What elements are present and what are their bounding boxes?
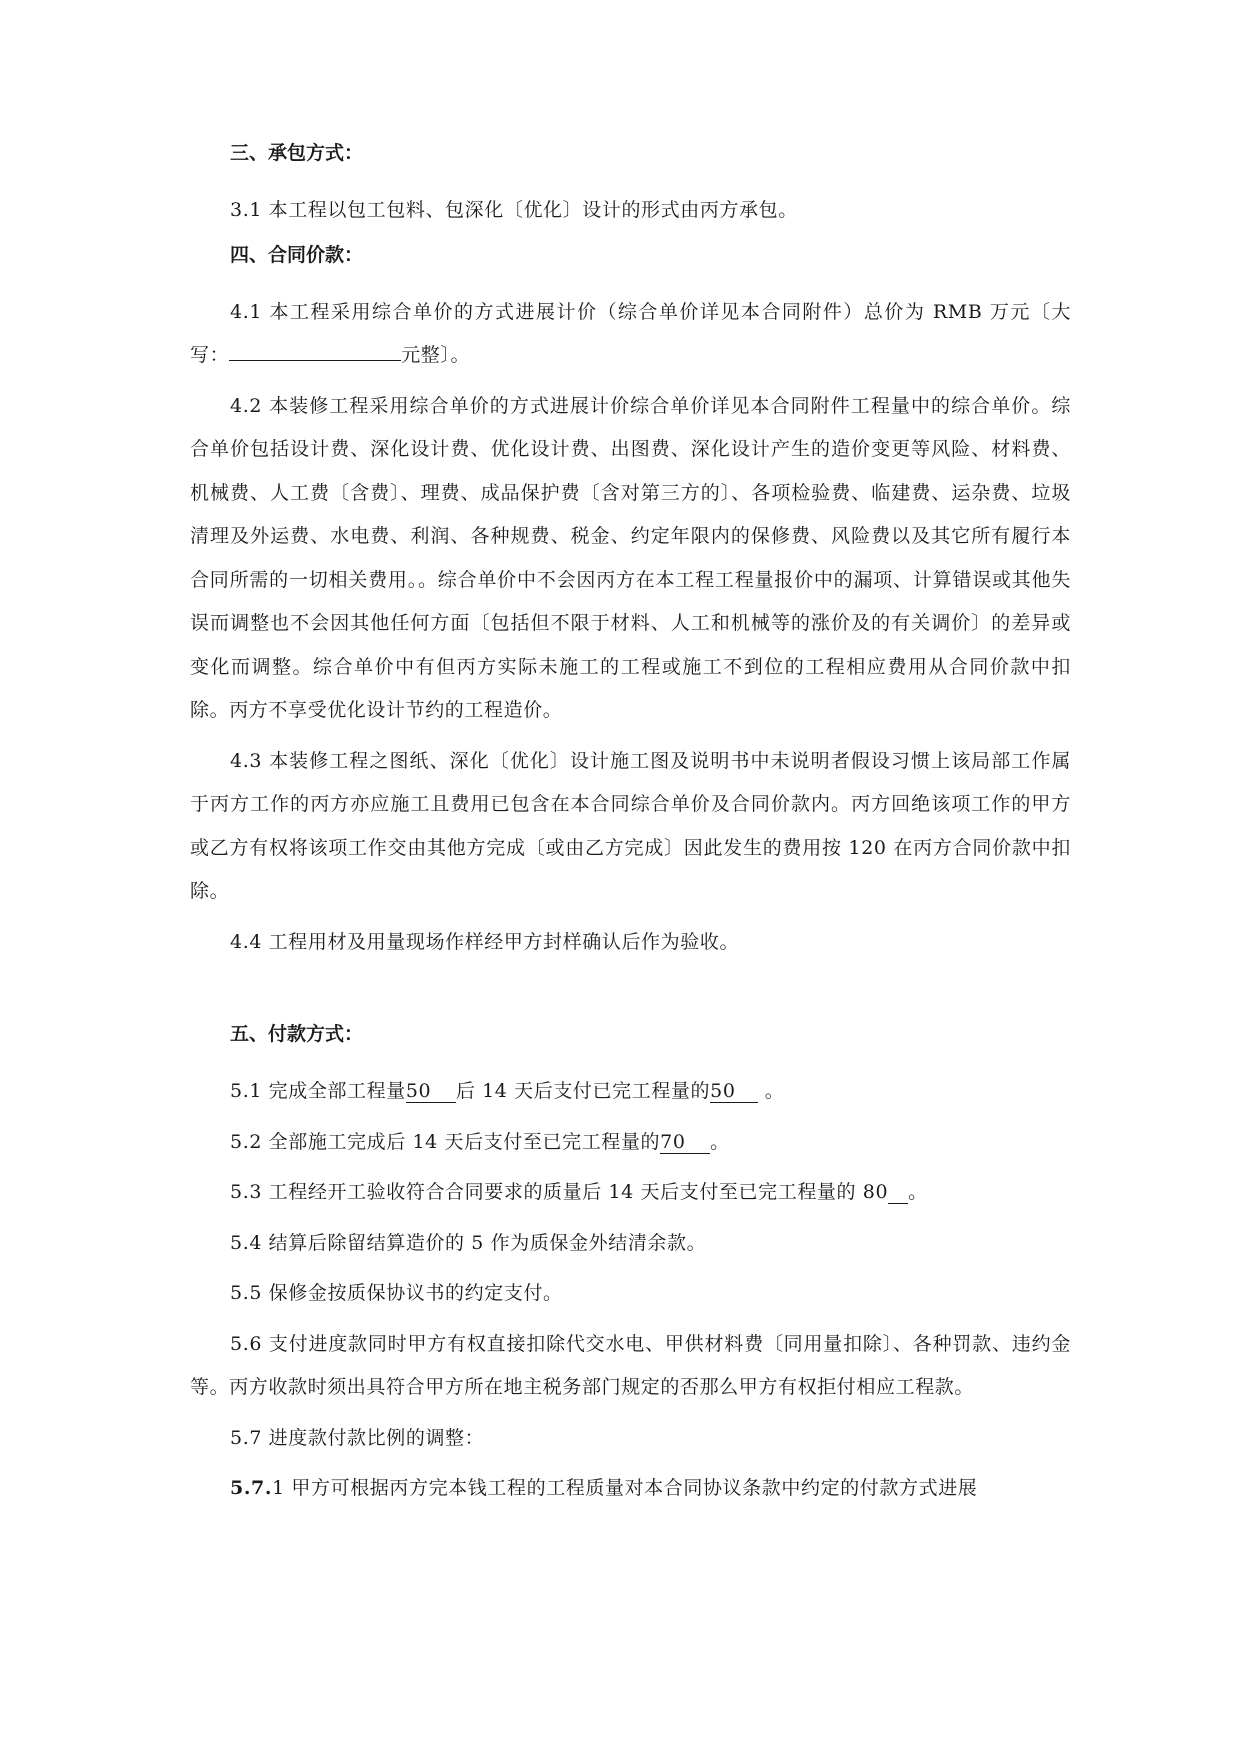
- clause-4-1-text: 4.1 本工程采用综合单价的方式进展计价（综合单价详见本合同附件）总价为 RMB 万元〔大写：: [190, 300, 1071, 366]
- clause-5-1-value-2: 50: [710, 1080, 758, 1103]
- clause-5-3-value: [888, 1181, 908, 1204]
- clause-5-1-text-c: 。: [758, 1080, 785, 1102]
- clause-5-3-text-a: 5.3 工程经开工验收符合合同要求的质量后 14 天后支付至已完工程量的 80: [230, 1181, 889, 1203]
- clause-3-1: 3.1 本工程以包工包料、包深化〔优化〕设计的形式由丙方承包。: [230, 199, 798, 221]
- clause-5-6: 5.6 支付进度款同时甲方有权直接扣除代交水电、甲供材料费〔同用量扣除〕、各种罚款、违约金等。丙方收款时须出具符合甲方所在地主税务部门规定的否那么甲方有权拒付相应工程款。: [190, 1332, 1071, 1398]
- amount-blank: [229, 360, 401, 361]
- clause-4-4: 4.4 工程用材及用量现场作样经甲方封样确认后作为验收。: [230, 930, 740, 953]
- section-gap: [190, 971, 1071, 1019]
- clause-5-2-text-a: 5.2 全部施工完成后 14 天后支付至已完工程量的: [230, 1130, 661, 1153]
- clause-5-7-1-text: 1 甲方可根据丙方完本钱工程的工程质量对本合同协议条款中约定的付款方式进展: [272, 1477, 978, 1499]
- section-3-heading: 三、承包方式：: [230, 142, 364, 164]
- clause-5-7-1-number: 5.7.: [230, 1477, 273, 1499]
- clause-5-1-value-1: 50: [406, 1080, 456, 1103]
- clause-5-7: 5.7 进度款付款比例的调整：: [230, 1426, 485, 1449]
- clause-5-2: [190, 1121, 1071, 1165]
- clause-5-3-text-b: 。: [908, 1181, 928, 1203]
- clause-5-2-value: 70: [660, 1131, 710, 1154]
- section-4-heading: 四、合同价款：: [230, 243, 364, 266]
- clause-4-3: 4.3 本装修工程之图纸、深化〔优化〕设计施工图及说明书中未说明者假设习惯上该局部工作属于丙方工作的丙方亦应施工且费用已包含在本合同综合单价及合同价款内。丙方回绝该项工作的甲方或乙方有权将该项工作交由其他方完成〔或由乙方完成〕因此发生的费用按 120 在丙方合同价款中扣除。: [190, 749, 1071, 902]
- clause-5-1-text-b: 后 14 天后支付已完工程量的: [455, 1080, 711, 1102]
- clause-4-1-suffix: 元整〕。: [401, 344, 471, 366]
- clause-5-3: [190, 1171, 1071, 1215]
- clause-4-1: [190, 291, 1071, 378]
- clause-5-1: [190, 1070, 1071, 1114]
- clause-5-5: 5.5 保修金按质保协议书的约定支付。: [230, 1282, 563, 1304]
- clause-5-1-text-a: 5.1 完成全部工程量: [230, 1080, 406, 1102]
- section-5-heading: 五、付款方式：: [230, 1023, 364, 1045]
- clause-5-2-text-b: 。: [710, 1130, 730, 1153]
- clause-5-7-1: [190, 1467, 1071, 1511]
- clause-5-4: 5.4 结算后除留结算造价的 5 作为质保金外结清余款。: [230, 1231, 707, 1254]
- clause-4-2: 4.2 本装修工程采用综合单价的方式进展计价综合单价详见本合同附件工程量中的综合单价。综合单价包括设计费、深化设计费、优化设计费、出图费、深化设计产生的造价变更等风险、材料费、机械费、人工费〔含费〕、理费、成品保护费〔含对第三方的〕、各项检验费、临建费、运杂费、垃圾清理及外运费、水电费、利润、各种规费、税金、约定年限内的保修费、风险费以及其它所有履行本合同所需的一切相关费用。。综合单价中不会因丙方在本工程工程量报价中的漏项、计算错误或其他失误而调整也不会因其他任何方面〔包括但不限于材料、人工和机械等的涨价及的有关调价〕的差异或变化而调整。综合单价中有但丙方实际未施工的工程或施工不到位的工程相应费用从合同价款中扣除。丙方不享受优化设计节约的工程造价。: [190, 394, 1071, 721]
